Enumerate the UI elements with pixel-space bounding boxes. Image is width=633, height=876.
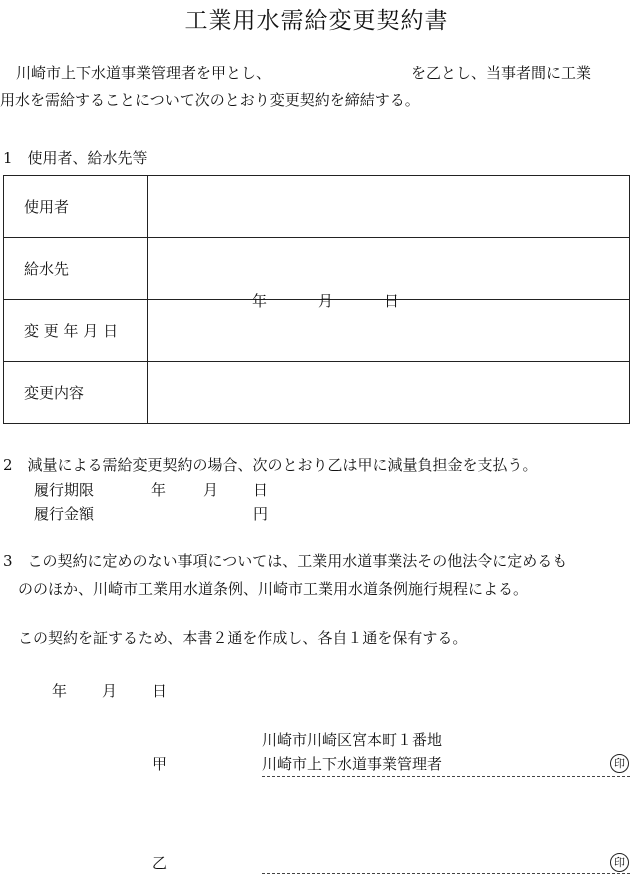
row-label-change-content: 変更内容 [4, 362, 148, 424]
row-value-change-content [148, 362, 630, 424]
deadline-day: 日 [253, 481, 269, 499]
table-row [4, 300, 630, 362]
table-row [4, 176, 630, 238]
user-info-table [3, 175, 630, 424]
deadline-month: 月 [203, 481, 219, 499]
row-value-change-date [148, 292, 630, 362]
change-date-day: 日 [384, 292, 400, 310]
table-row [4, 238, 630, 300]
amount-unit: 円 [253, 505, 269, 523]
section1-heading: 1 使用者、給水先等 [3, 149, 148, 167]
party-a-signature-line [262, 776, 630, 777]
deadline-label: 履行期限 [34, 481, 95, 499]
amount-label: 履行金額 [34, 505, 95, 523]
contract-date-year: 年 [52, 682, 68, 700]
section3-line1: 3 この契約に定めのない事項については、工業用水道事業法その他法令に定めるも [3, 552, 568, 570]
contract-date-day: 日 [152, 682, 168, 700]
party-b-signature-line [262, 873, 630, 874]
party-a-label: 甲 [152, 755, 168, 773]
row-label-change-date: 変 更 年 月 日 [4, 300, 148, 362]
change-date-month: 月 [318, 292, 334, 310]
party-a-name: 川崎市上下水道事業管理者 [262, 755, 443, 773]
party-a-seal-icon: 印 [610, 753, 629, 773]
deadline-year: 年 [151, 481, 167, 499]
section2-heading: 2 減量による需給変更契約の場合、次のとおり乙は甲に減量負担金を支払う。 [3, 456, 538, 474]
intro-paragraph [0, 60, 633, 114]
closing-statement: この契約を証するため、本書２通を作成し、各自１通を保有する。 [18, 629, 468, 647]
contract-date-month: 月 [102, 682, 118, 700]
row-label-user: 使用者 [4, 176, 148, 238]
table-row [4, 362, 630, 424]
row-label-supply-point: 給水先 [4, 238, 148, 300]
section3-line2: ののほか、川崎市工業用水道条例、川崎市工業用水道条例施行規程による。 [18, 580, 529, 598]
change-date-year: 年 [252, 292, 268, 310]
intro-line1-part2: を乙とし、当事者間に工業 [411, 64, 592, 82]
party-b-seal-icon: 印 [610, 852, 629, 872]
party-a-address: 川崎市川崎区宮本町１番地 [262, 731, 443, 749]
intro-line1-part1: 川崎市上下水道事業管理者を甲とし、 [16, 64, 272, 82]
document-title: 工業用水需給変更契約書 [184, 8, 449, 34]
intro-line2: 用水を需給することについて次のとおり変更契約を締結する。 [0, 91, 420, 109]
party-b-label: 乙 [152, 854, 168, 872]
row-value-user [148, 176, 630, 238]
